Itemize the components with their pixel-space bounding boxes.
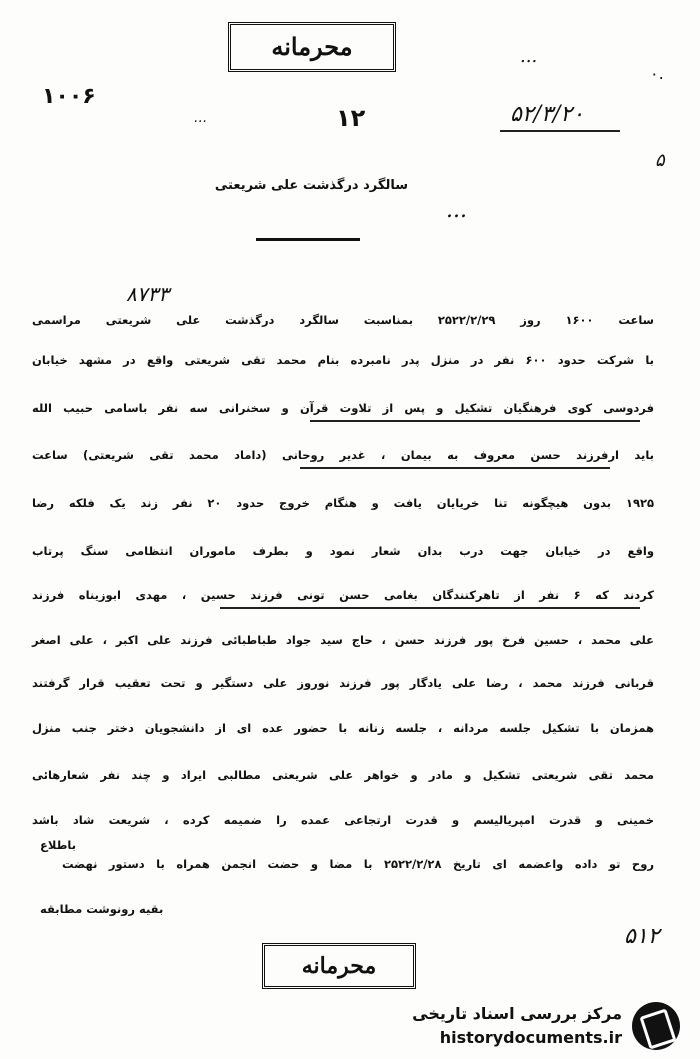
watermark-title: مرکز بررسی اسناد تاریخی <box>412 1004 622 1023</box>
body-line: با شرکت حدود ۶۰۰ نفر در منزل پدر نامبرده بنام محمد تقی شریعتی واقع در مشهد خیابان <box>32 353 655 367</box>
body-line: فردوسی کوی فرهنگیان تشکیل و پس از تلاوت قرآن و سخنرانی سه نفر باسامی حبیب الله <box>32 401 654 415</box>
body-line: ۱۹۲۵ بدون هیچگونه تنا خریایان یافت و هنگام خروج حدود ۲۰ نفر زند یک فلکه رضا <box>32 496 654 510</box>
date-underline <box>500 130 620 132</box>
confidential-stamp-bottom: محرمانه <box>262 943 416 989</box>
subject-divider <box>256 238 360 241</box>
archive-logo-icon <box>632 1002 680 1050</box>
underline-mark <box>220 607 640 609</box>
body-line: واقع در خیابان جهت درب بدان شعار نمود و بطرف ماموران انتظامی سنگ پرتاب <box>32 544 654 558</box>
body-line: ساعت ۱۶۰۰ روز ۲۵۲۲/۲/۲۹ بمناسبت سالگرد درگذشت علی شریعتی مراسمی <box>32 313 654 327</box>
watermark-url: historydocuments.ir <box>439 1028 622 1047</box>
initials-left: ... <box>194 110 208 126</box>
handwritten-dots: ۰. <box>650 64 664 83</box>
handwritten-reference-number: ۸۷۳۳ <box>126 282 169 306</box>
copy-certification: بقیه رونوشت مطابقه <box>40 902 164 916</box>
confidential-stamp-top: محرمانه <box>228 22 396 72</box>
body-line: کردند که ۶ نفر از تاهرکنندگان بغامی حسن تونی فرزند حسین ، مهدی ابوزیناه فرزند <box>32 588 654 602</box>
body-line: علی محمد ، حسین فرخ پور فرزند حسن ، حاج سید جواد طباطبائی فرزند علی اکبر ، علی اصغر <box>32 633 654 647</box>
body-line: محمد تقی شریعتی تشکیل و مادر و خواهر علی شریعتی مطالبی ایراد و چند نفر شعارهائی <box>32 768 654 782</box>
subject-line: سالگرد درگذشت علی شریعتی <box>214 178 408 193</box>
handwritten-note-top: ... <box>520 46 538 67</box>
body-line: خمینی و قدرت امپریالیسم و قدرت ارتجاعی عمده را ضمیمه کرده ، شریعت شاد باشد <box>32 813 654 827</box>
handwritten-date: ۵۲/۳/۲۰ <box>510 102 584 127</box>
handwritten-corner-mark: ۵ <box>655 150 665 171</box>
body-line: همزمان با تشکیل جلسه مردانه ، جلسه زنانه با حضور عده ای از دانشجویان دختر جنب منزل <box>32 721 654 735</box>
body-line: روح تو داده واعضمه ای تاریخ ۲۵۲۲/۲/۲۸ با مضا و حضت انجمن همراه با دستور نهضت <box>62 857 654 871</box>
body-line: قربانی فرزند محمد ، رضا علی یادگار پور فرزند نوروز علی دستگیر و تحت تعقیب قرار گرفتند <box>32 676 654 690</box>
archive-watermark <box>380 1002 680 1052</box>
handwritten-note-subject: ... <box>446 198 467 223</box>
closing-note: باطلاع <box>40 838 77 852</box>
underline-mark <box>300 467 610 469</box>
document-number: ۱۰۰۶ <box>42 84 96 109</box>
item-number: ۱۲ <box>336 104 366 132</box>
underline-mark <box>310 420 640 422</box>
body-line: باید ارفرزند حسن معروف به بیمان ، غدیر روحانی (داماد محمد تقی شریعتی) ساعت <box>32 448 654 462</box>
page-number: ۵۱۲ <box>624 924 660 949</box>
